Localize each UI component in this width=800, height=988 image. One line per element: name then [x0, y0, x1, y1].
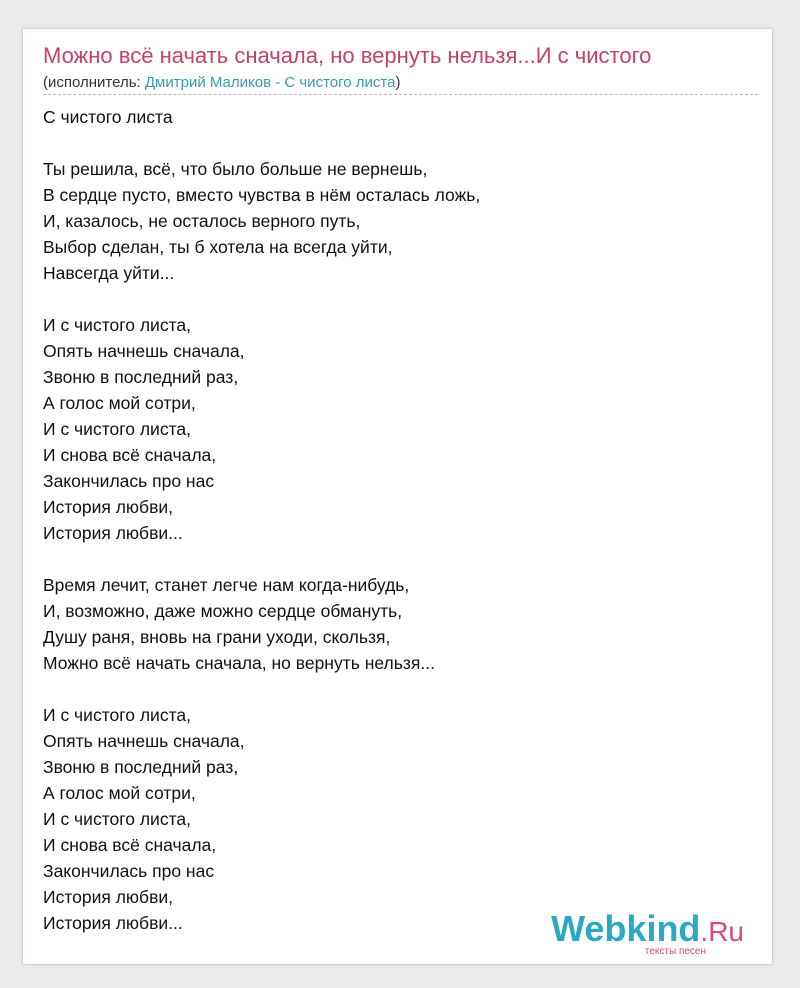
lyric-line: И с чистого листа,: [43, 705, 191, 725]
logo-suffix: .Ru: [700, 916, 744, 947]
artist-prefix: (исполнитель:: [43, 74, 145, 91]
lyric-line: Выбор сделан, ты б хотела на всегда уйти,: [43, 237, 393, 257]
lyric-line: И с чистого листа,: [43, 419, 191, 439]
artist-suffix: ): [395, 74, 401, 91]
lyric-line: Душу раня, вновь на грани уходи, скользя,: [43, 627, 391, 647]
stanza-gap: [43, 286, 753, 312]
lyrics-block: [43, 156, 753, 286]
artist-line: [43, 73, 400, 93]
page-title: Можно всё начать сначала, но вернуть нельзя...И с чистого: [43, 43, 652, 68]
lyric-line: И, возможно, даже можно сердце обмануть,: [43, 601, 403, 621]
header-divider: [43, 94, 758, 95]
lyric-line: История любви,: [43, 887, 174, 907]
logo-tagline: тексты песен: [644, 946, 706, 957]
lyrics-block: [43, 312, 753, 546]
stanza-gap: [43, 546, 753, 572]
lyric-line: Закончилась про нас: [43, 471, 215, 491]
lyric-line: История любви,: [43, 497, 174, 517]
lyric-line: И снова всё сначала,: [43, 835, 217, 855]
site-logo[interactable]: [551, 908, 744, 958]
logo-main-text: Webkind: [551, 908, 701, 949]
lyric-line: Можно всё начать сначала, но вернуть нельзя...: [43, 653, 435, 673]
lyric-line: В сердце пусто, вместо чувства в нём осталась ложь,: [43, 185, 481, 205]
lyrics-block: [43, 104, 753, 130]
lyrics-card: [22, 28, 773, 965]
lyric-line: И с чистого листа,: [43, 315, 191, 335]
lyric-line: Опять начнешь сначала,: [43, 341, 245, 361]
lyrics-block: [43, 572, 753, 676]
lyric-line: История любви...: [43, 913, 183, 933]
lyric-line: С чистого листа: [43, 107, 173, 127]
lyric-line: Ты решила, всё, что было больше не вернешь,: [43, 159, 428, 179]
lyric-line: История любви...: [43, 523, 183, 543]
lyric-line: Звоню в последний раз,: [43, 367, 239, 387]
stanza-gap: [43, 130, 753, 156]
lyrics-body: [43, 104, 753, 936]
lyric-line: И с чистого листа,: [43, 809, 191, 829]
lyric-line: А голос мой сотри,: [43, 393, 196, 413]
logo-wordmark: [551, 908, 744, 950]
lyrics-block: [43, 702, 753, 936]
lyric-line: Звоню в последний раз,: [43, 757, 239, 777]
lyric-line: Опять начнешь сначала,: [43, 731, 245, 751]
stanza-gap: [43, 676, 753, 702]
lyric-line: А голос мой сотри,: [43, 783, 196, 803]
lyric-line: И, казалось, не осталось верного путь,: [43, 211, 361, 231]
lyric-line: Навсегда уйти...: [43, 263, 175, 283]
lyric-line: Время лечит, станет легче нам когда-нибудь,: [43, 575, 410, 595]
artist-song-link[interactable]: Дмитрий Маликов - С чистого листа: [144, 74, 396, 91]
lyric-line: Закончилась про нас: [43, 861, 215, 881]
lyric-line: И снова всё сначала,: [43, 445, 217, 465]
